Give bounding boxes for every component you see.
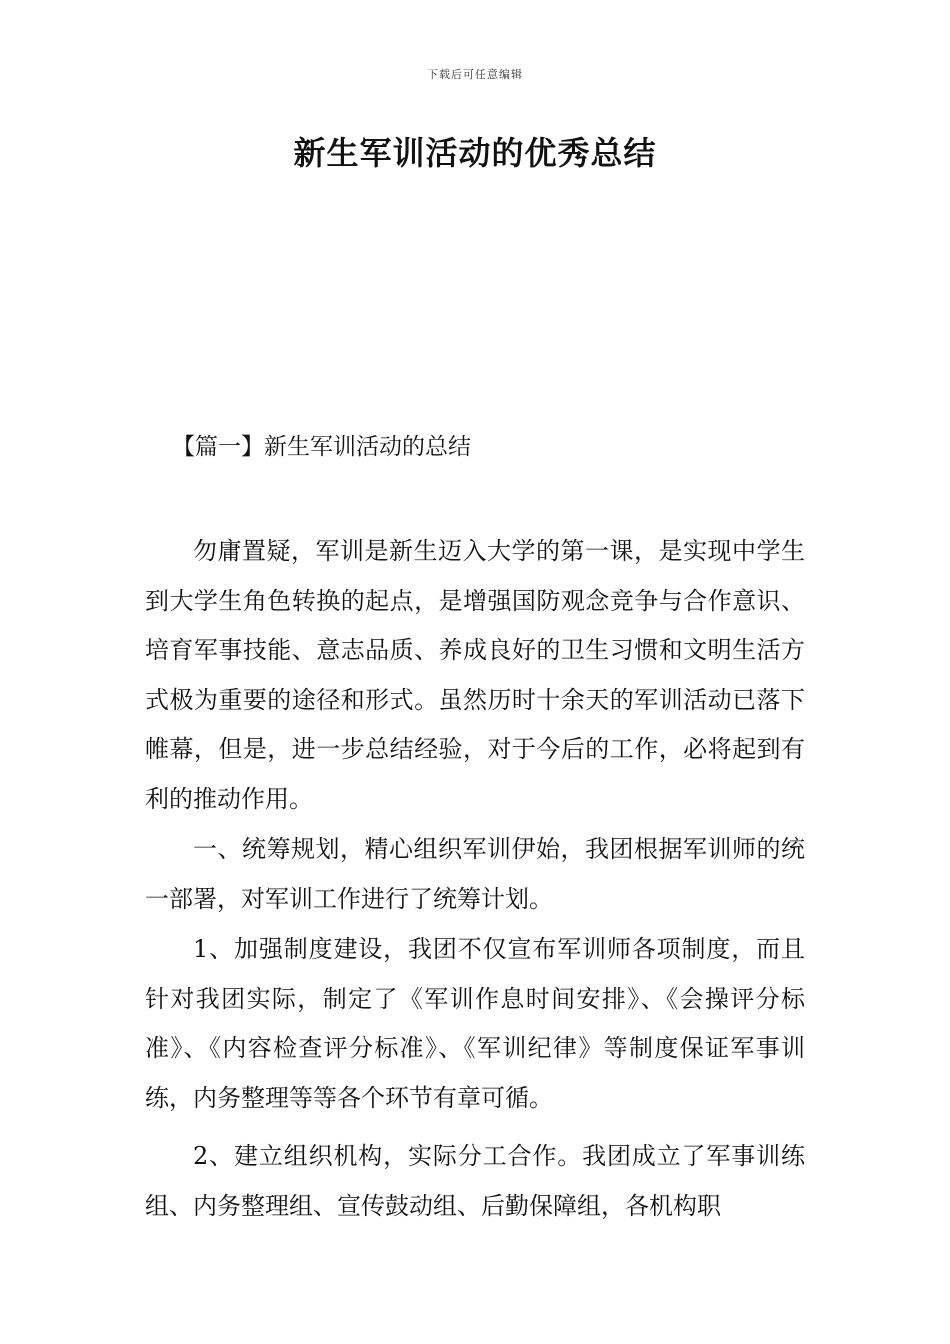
paragraph-item-1: 1、加强制度建设，我团不仅宣布军训师各项制度，而且针对我团实际，制定了《军训作息时间安排》、《会操评分标准》、《内容检查评分标准》、《军训纪律》等制度保证军事训练，内务整理等等各个环节有章可循。 [145,935,805,1112]
document-title: 新生军训活动的优秀总结 [293,134,657,172]
paragraph-intro: 勿庸置疑，军训是新生迈入大学的第一课，是实现中学生到大学生角色转换的起点，是增强国防观念竞争与合作意识、培育军事技能、意志品质、养成良好的卫生习惯和文明生活方式极为重要的途径和形式。虽然历时十余天的军训活动已落下帷幕，但是，进一步总结经验，对于今后的工作，必将起到有利的推动作用。 [145,537,805,813]
paragraph-item-2: 2、建立组织机构，实际分工合作。我团成立了军事训练组、内务整理组、宣传鼓动组、后勤保障组，各机构职 [145,1142,805,1220]
section-heading: 【篇一】新生军训活动的总结 [172,434,471,460]
header-note: 下载后可任意编辑 [427,68,523,81]
paragraph-point-one: 一、统筹规划，精心组织军训伊始，我团根据军训师的统一部署，对军训工作进行了统筹计划。 [145,835,805,913]
body-text [145,527,805,1231]
